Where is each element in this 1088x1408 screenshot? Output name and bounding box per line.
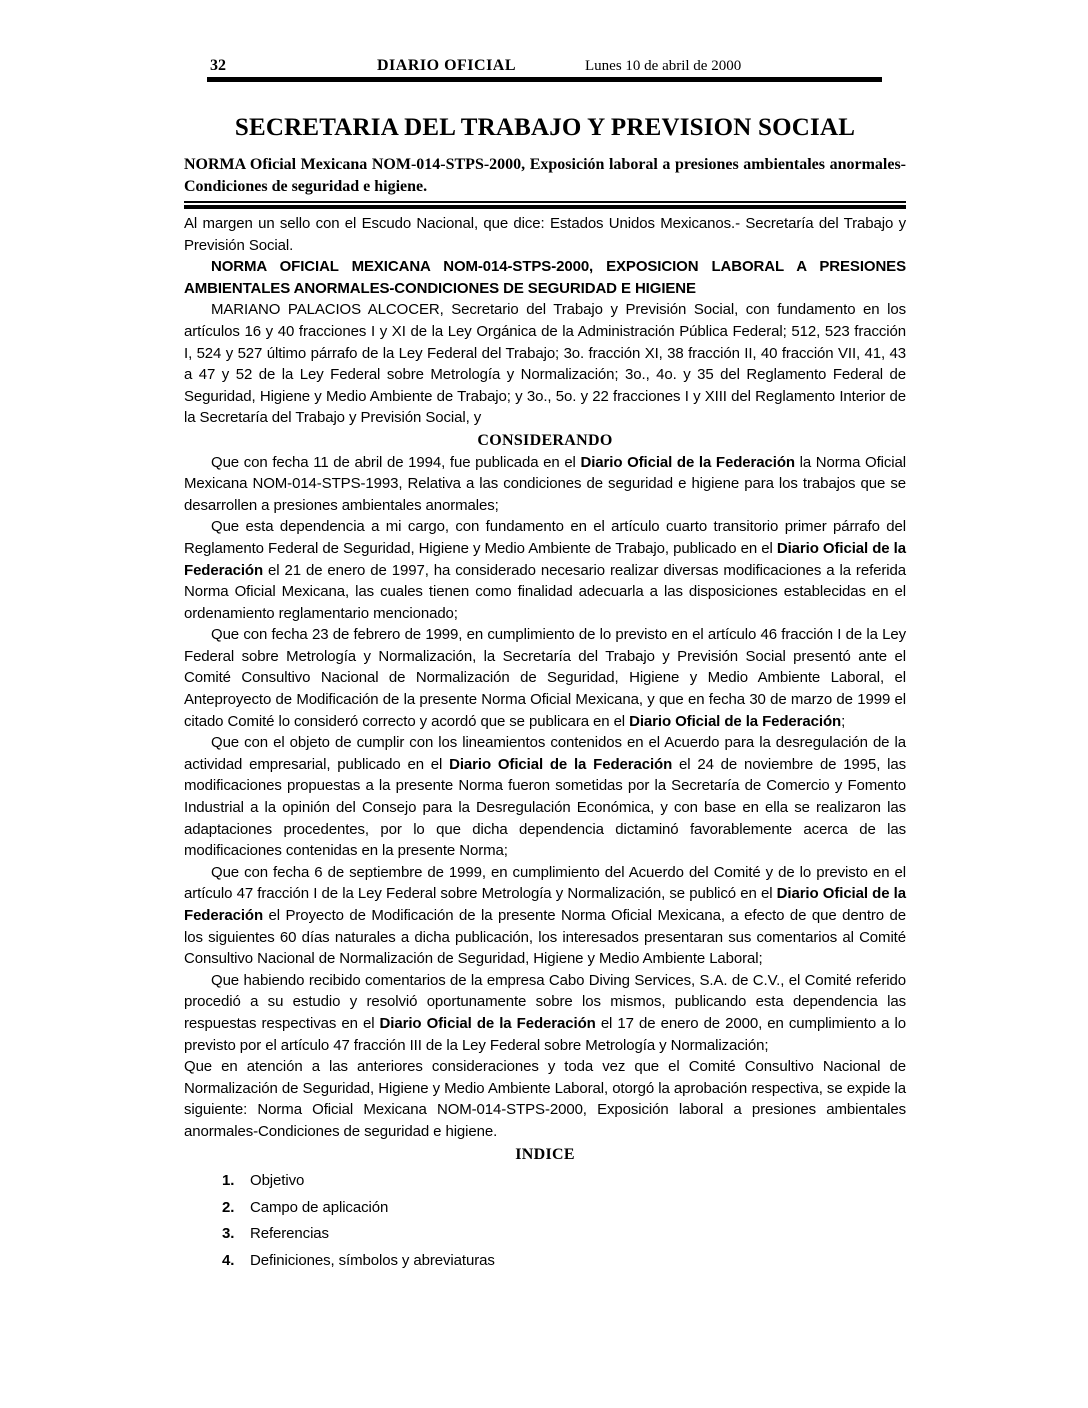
- index-item: [222, 1168, 906, 1195]
- bold-text-run: Diario Oficial de la Federación: [580, 453, 795, 471]
- bold-text-run: Diario Oficial de la Federación: [629, 712, 842, 730]
- index-item-label: Objetivo: [250, 1172, 305, 1190]
- header-rule: [207, 77, 882, 82]
- publication-name: DIARIO OFICIAL: [377, 57, 517, 74]
- separator-double-rule: [184, 201, 906, 209]
- bold-text-run: NORMA OFICIAL MEXICANA NOM-014-STPS-2000, EXPOSICION LABORAL A PRESIONES AMBIENTALES ANORMALES-CONDICIONES DE SEGURIDAD E HIGIENE: [184, 258, 906, 297]
- text-run: el Proyecto de Modificación de la presente Norma Oficial Mexicana, a efecto de que dentro de los siguientes 60 días naturales a dicha publicación, los interesados presentaran sus comentarios al Comité Consultivo Nacional de Normalización de Seguridad, Higiene y Medio Ambiente Laboral;: [184, 907, 906, 968]
- index-item-number: 2.: [222, 1198, 235, 1216]
- paragraph: [184, 624, 906, 732]
- page-number: 32: [210, 57, 226, 74]
- page-content: [184, 0, 906, 1274]
- text-run: el 21 de enero de 1997, ha considerado necesario realizar diversas modificaciones a la referida Norma Oficial Mexicana, las cuales tienen como finalidad adecuarla a las disposiciones establecidas en el ordenamiento reglamentario mencionado;: [184, 561, 906, 622]
- index-item: [222, 1195, 906, 1222]
- text-run: el 17 de enero de 2000, en cumplimiento a lo previsto por el artículo 47 fracción III de la Ley Federal sobre Metrología y Normalización;: [184, 1014, 907, 1054]
- index-item: [222, 1248, 906, 1275]
- index-item-label: Definiciones, símbolos y abreviaturas: [250, 1251, 495, 1269]
- bold-text-run: Diario Oficial de la Federación: [379, 1014, 596, 1032]
- paragraph: [184, 452, 906, 517]
- norma-subject-line: NORMA Oficial Mexicana NOM-014-STPS-2000, Exposición laboral a presiones ambientales anormales-Condiciones de seguridad e higiene.: [184, 156, 906, 195]
- bold-text-run: Diario Oficial de la Federación: [184, 539, 906, 579]
- text-run: el 24 de noviembre de 1995, las modificaciones propuestas a la presente Norma fueron sometidas por la Secretaría de Comercio y Fomento Industrial a la opinión del Consejo para la Desregulación Económica, y con base en ella se realizaron las adaptaciones procedentes, por lo que dicha dependencia dictaminó favorablemente acerca de las modificaciones contenidas en la presente Norma;: [184, 755, 907, 860]
- paragraph: [184, 862, 906, 970]
- paragraph: [184, 213, 906, 256]
- text-run: MARIANO PALACIOS ALCOCER, Secretario del Trabajo y Previsión Social, con fundamento en los artículos 16 y 40 fracciones I y XI de la Ley Orgánica de la Administración Pública Federal; 512, 523 fracción I, 524 y 527 último párrafo de la Ley Federal del Trabajo; 3o. fracción XI, 38 fracción II, 40 fracción VII, 41, 43 a 47 y 52 de la Ley Federal sobre Metrología y Normalización; 3o., 4o. y 35 del Reglamento Federal de Seguridad, Higiene y Medio Ambiente de Trabajo; y 3o., 5o. y 22 fracciones I y XIII del Reglamento Interior de la Secretaría del Trabajo y Previsión Social, y: [184, 301, 906, 427]
- paragraph: [184, 256, 906, 299]
- index-item-number: 3.: [222, 1225, 235, 1243]
- page-header: [184, 57, 906, 76]
- bold-text-run: Diario Oficial de la Federación: [449, 755, 673, 773]
- paragraph: [184, 516, 906, 624]
- text-run: Al margen un sello con el Escudo Nacional, que dice: Estados Unidos Mexicanos.- Secretaría del Trabajo y Previsión Social.: [184, 215, 906, 254]
- index-item-number: 4.: [222, 1251, 235, 1269]
- section-heading: INDICE: [515, 1145, 575, 1163]
- text-run: la Norma Oficial Mexicana NOM-014-STPS-1993, Relativa a las condiciones de seguridad e higiene para los trabajos que se desarrollen a presiones ambientales anormales;: [184, 453, 906, 514]
- paragraph: [184, 1056, 906, 1142]
- index-item-label: Referencias: [250, 1225, 329, 1243]
- document-title: SECRETARIA DEL TRABAJO Y PREVISION SOCIAL: [234, 114, 856, 141]
- paragraph: [184, 970, 906, 1056]
- document-body: [184, 213, 906, 1274]
- index-item-number: 1.: [222, 1172, 235, 1190]
- text-run: Que con el objeto de cumplir con los lineamientos contenidos en el Acuerdo para la desregulación de la actividad empresarial, publicado en el: [184, 734, 906, 773]
- text-run: Que con fecha 6 de septiembre de 1999, en cumplimiento del Acuerdo del Comité y de lo previsto en el artículo 47 fracción I de la Ley Federal sobre Metrología y Normalización, se publicó en el: [184, 863, 906, 903]
- section-heading: CONSIDERANDO: [477, 431, 613, 449]
- index-item-label: Campo de aplicación: [250, 1198, 389, 1216]
- text-run: Que en atención a las anteriores consideraciones y toda vez que el Comité Consultivo Nacional de Normalización de Seguridad, Higiene y Medio Ambiente Laboral, otorgó la aprobación respectiva, se expide la siguiente: Norma Oficial Mexicana NOM-014-STPS-2000, Exposición laboral a presiones ambientales anormales-Condiciones de seguridad e higiene.: [184, 1058, 906, 1140]
- text-run: Que con fecha 23 de febrero de 1999, en cumplimiento de lo previsto en el artículo 46 fracción I de la Ley Federal sobre Metrología y Normalización, la Secretaría del Trabajo y Previsión Social presentó ante el Comité Consultivo Nacional de Normalización de Seguridad, Higiene y Medio Ambiente Laboral, el Anteproyecto de Modificación de la presente Norma Oficial Mexicana, y que en fecha 30 de marzo de 1999 el citado Comité lo consideró correcto y acordó que se publicara en el: [184, 626, 906, 730]
- bold-text-run: Diario Oficial de la Federación: [184, 885, 906, 924]
- issue-date: Lunes 10 de abril de 2000: [585, 58, 742, 74]
- text-run: Que con fecha 11 de abril de 1994, fue publicada en el: [211, 453, 581, 471]
- index-item: [222, 1221, 906, 1248]
- text-run: ;: [841, 712, 846, 730]
- paragraph: [184, 299, 906, 429]
- text-run: Que esta dependencia a mi cargo, con fundamento en el artículo cuarto transitorio primer párrafo del Reglamento Federal de Seguridad, Higiene y Medio Ambiente de Trabajo, publicado en el: [184, 518, 906, 557]
- text-run: Que habiendo recibido comentarios de la empresa Cabo Diving Services, S.A. de C.V., el Comité referido procedió a su estudio y resolvió oportunamente sobre los mismos, publicando esta dependencia las respuestas respectivas en el: [184, 971, 906, 1032]
- paragraph: [184, 732, 906, 862]
